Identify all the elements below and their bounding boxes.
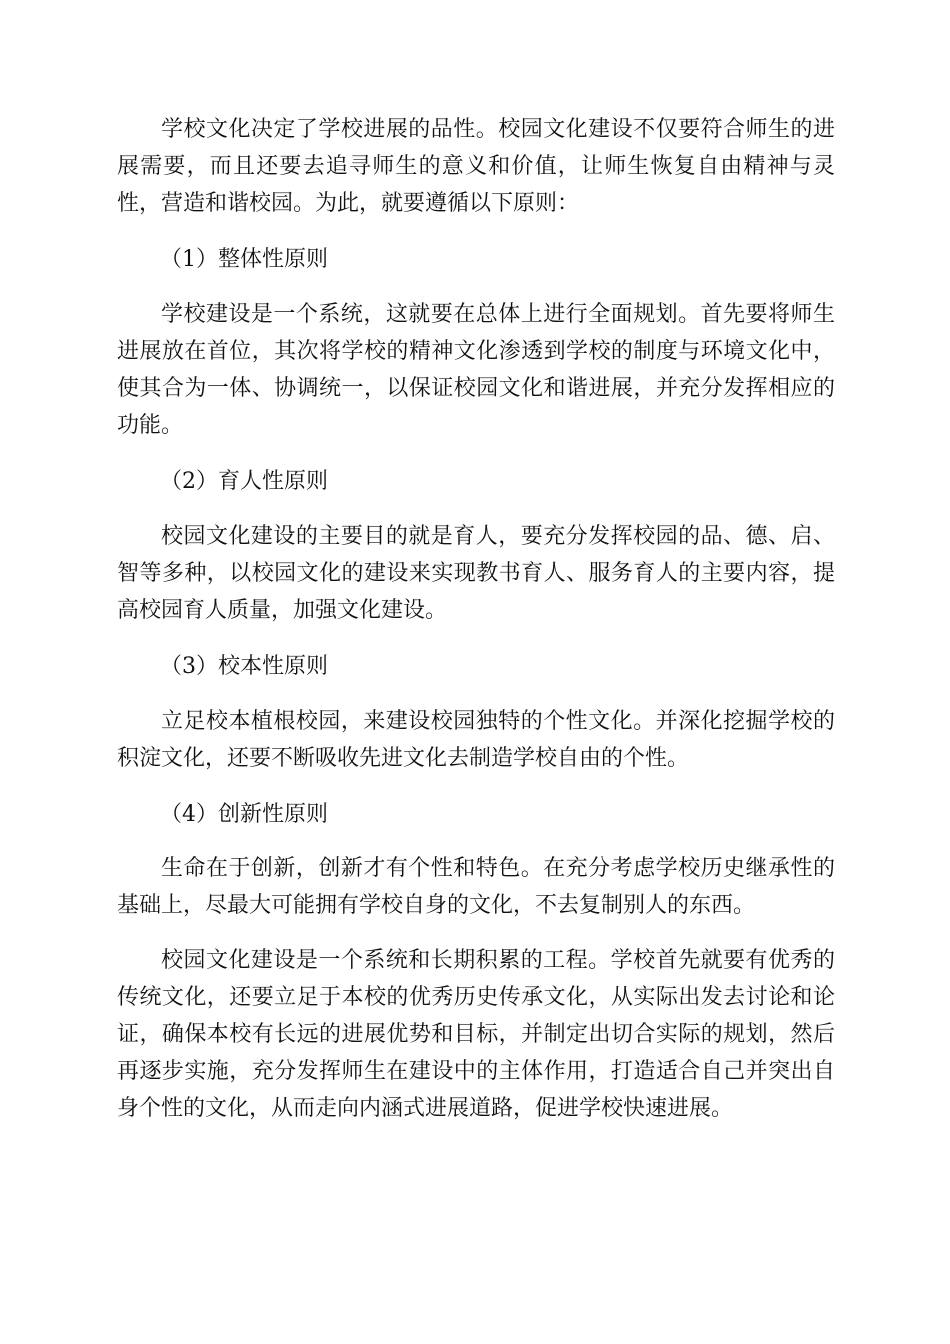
conclusion-paragraph: 校园文化建设是一个系统和长期积累的工程。学校首先就要有优秀的传统文化，还要立足于本校的优秀历史传承文化，从实际出发去讨论和论证，确保本校有长远的进展优势和目标，并制定出切合实际的规划，然后再逐步实施，充分发挥师生在建设中的主体作用，打造适合自己并突出自身个性的文化，从而走向内涵式进展道路，促进学校快速进展。 [117, 948, 835, 1121]
section-heading-1: （1）整体性原则 [160, 247, 328, 272]
intro-paragraph: 学校文化决定了学校进展的品性。校园文化建设不仅要符合师生的进展需要，而且还要去追寻师生的意义和价值，让师生恢复自由精神与灵性，营造和谐校园。为此，就要遵循以下原则： [117, 117, 835, 216]
section-paragraph-4: 生命在于创新，创新才有个性和特色。在充分考虑学校历史继承性的基础上，尽最大可能拥有学校自身的文化，不去复制别人的东西。 [117, 856, 835, 918]
section-heading-4: （4）创新性原则 [160, 802, 328, 827]
section-paragraph-1: 学校建设是一个系统，这就要在总体上进行全面规划。首先要将师生进展放在首位，其次将学校的精神文化渗透到学校的制度与环境文化中，使其合为一体、协调统一，以保证校园文化和谐进展，并充分发挥相应的功能。 [117, 302, 835, 438]
section-heading-2: （2）育人性原则 [160, 469, 328, 494]
section-heading-3: （3）校本性原则 [160, 654, 328, 679]
section-paragraph-2: 校园文化建设的主要目的就是育人，要充分发挥校园的品、德、启、智等多种，以校园文化的建设来实现教书育人、服务育人的主要内容，提高校园育人质量，加强文化建设。 [117, 524, 835, 623]
section-paragraph-3: 立足校本植根校园，来建设校园独特的个性文化。并深化挖掘学校的积淀文化，还要不断吸收先进文化去制造学校自由的个性。 [117, 709, 835, 771]
